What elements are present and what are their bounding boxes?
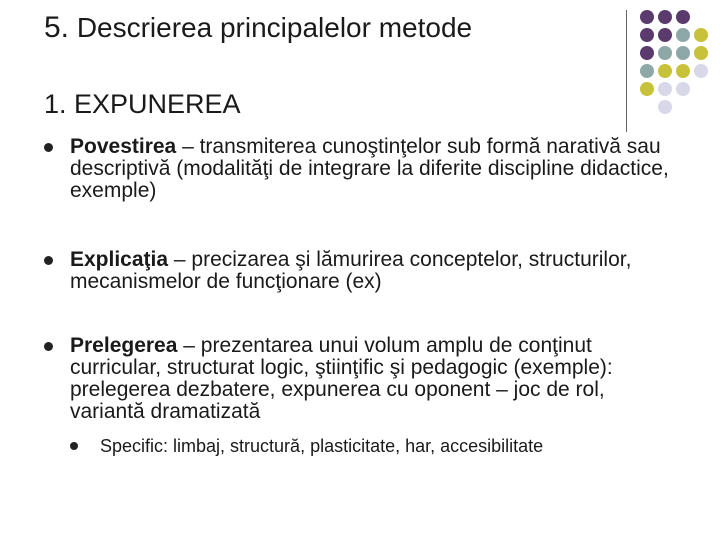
decorative-dot <box>676 10 690 24</box>
sub-item-text: Specific: limbaj, structură, plasticitate, har, accesibilitate <box>100 436 544 456</box>
decorative-dot <box>676 64 690 78</box>
bullet-icon <box>44 342 53 351</box>
bullet-icon <box>44 256 53 265</box>
method-list <box>44 136 674 457</box>
decorative-dot <box>640 10 654 24</box>
decorative-dot <box>676 82 690 96</box>
title-text: Descrierea principalelor metode <box>76 12 473 43</box>
decorative-dot-grid <box>640 10 720 110</box>
decorative-dot <box>658 82 672 96</box>
decorative-dot <box>694 46 708 60</box>
sub-bullet-icon <box>70 442 78 450</box>
decorative-dot <box>640 28 654 42</box>
decorative-dot <box>658 28 672 42</box>
item-term: Explicaţia <box>70 248 169 271</box>
item-text: – prezentarea unui volum amplu de conţinut curricular, structurat logic, ştiinţific şi pedagogic (exemple): prelegerea dezbatere, expunerea cu oponent – joc de rol, variantă dramatizată <box>70 334 613 423</box>
decorative-dot <box>694 28 708 42</box>
list-item-povestirea <box>44 136 674 214</box>
decorative-dot <box>694 64 708 78</box>
list-item-prelegerea <box>44 335 674 423</box>
decorative-dot <box>658 46 672 60</box>
decorative-dot <box>676 46 690 60</box>
bullet-icon <box>44 143 53 152</box>
list-item-explicatia <box>44 249 674 297</box>
sub-list-item <box>70 435 674 457</box>
decorative-dot <box>676 28 690 42</box>
decorative-dot <box>640 82 654 96</box>
item-text: – transmiterea cunoştinţelor sub formă narativă sau descriptivă (modalităţi de integrare la diferite discipline didactice, exemple) <box>70 135 669 202</box>
title-number: 5. <box>44 11 70 44</box>
decorative-dot <box>658 100 672 114</box>
decorative-dot <box>658 64 672 78</box>
item-term: Prelegerea <box>70 334 178 357</box>
decorative-dot <box>640 64 654 78</box>
decorative-dot <box>640 46 654 60</box>
slide-title <box>44 10 472 46</box>
decorative-divider <box>626 10 627 132</box>
item-term: Povestirea <box>70 135 177 158</box>
decorative-dot <box>658 10 672 24</box>
item-text: – precizarea şi lămurirea conceptelor, structurilor, mecanismelor de funcţionare (ex) <box>70 248 632 293</box>
section-heading: 1. EXPUNEREA <box>44 89 241 119</box>
